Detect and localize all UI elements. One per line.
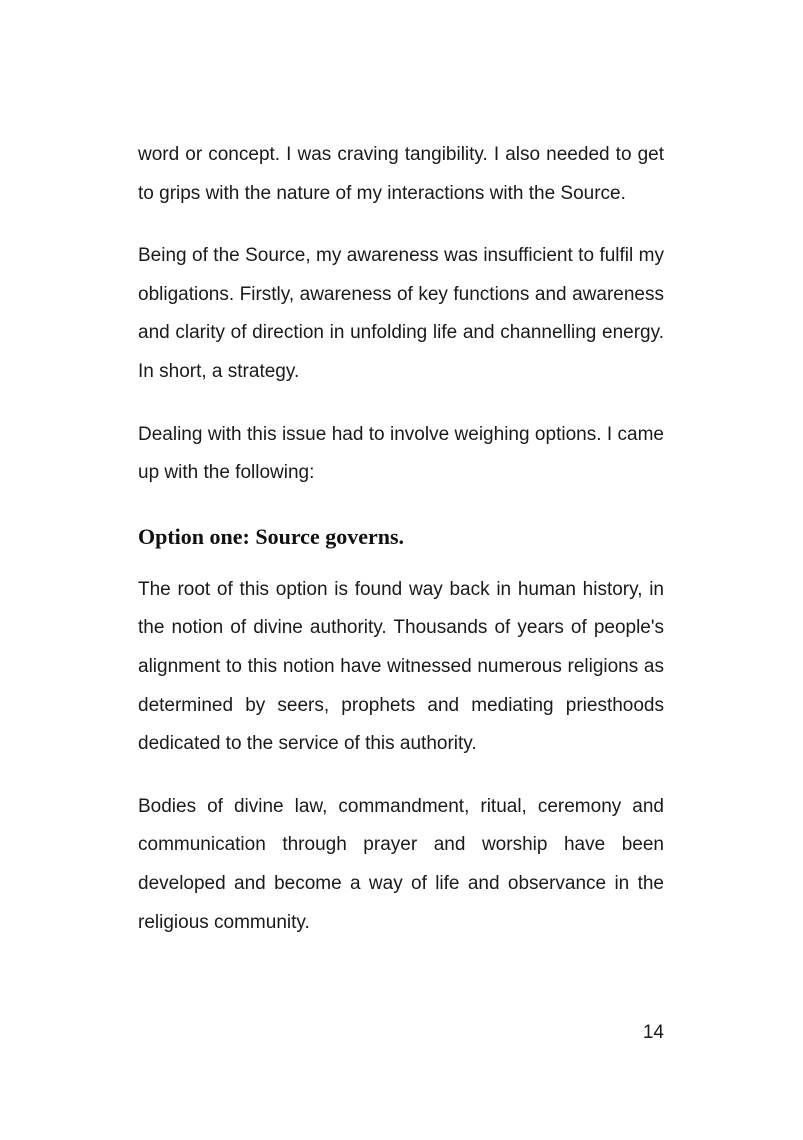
page-number: 14 (642, 1022, 664, 1043)
paragraph: Being of the Source, my awareness was insufficient to fulfil my obligations. Firstly, awareness of key functions and awareness and clarity of direction in unfolding life and channelling energy. In short, a strategy. (138, 245, 664, 382)
paragraph: Dealing with this issue had to involve weighing options. I came up with the following: (138, 423, 664, 484)
paragraph: word or concept. I was craving tangibility. I also needed to get to grips with the nature of my interactions with the Source. (138, 144, 664, 204)
paragraph: Bodies of divine law, commandment, ritual, ceremony and communication through prayer and worship have been developed and become a way of life and observance in the religious community. (138, 795, 664, 933)
paragraph: The root of this option is found way back in human history, in the notion of divine authority. Thousands of years of people's alignment to this notion have witnessed numerous religions as determined by seers, prophets and mediating priesthoods dedicated to the service of this authority. (138, 578, 664, 755)
section-heading: Option one: Source governs. (138, 523, 405, 549)
body-text (138, 136, 664, 966)
